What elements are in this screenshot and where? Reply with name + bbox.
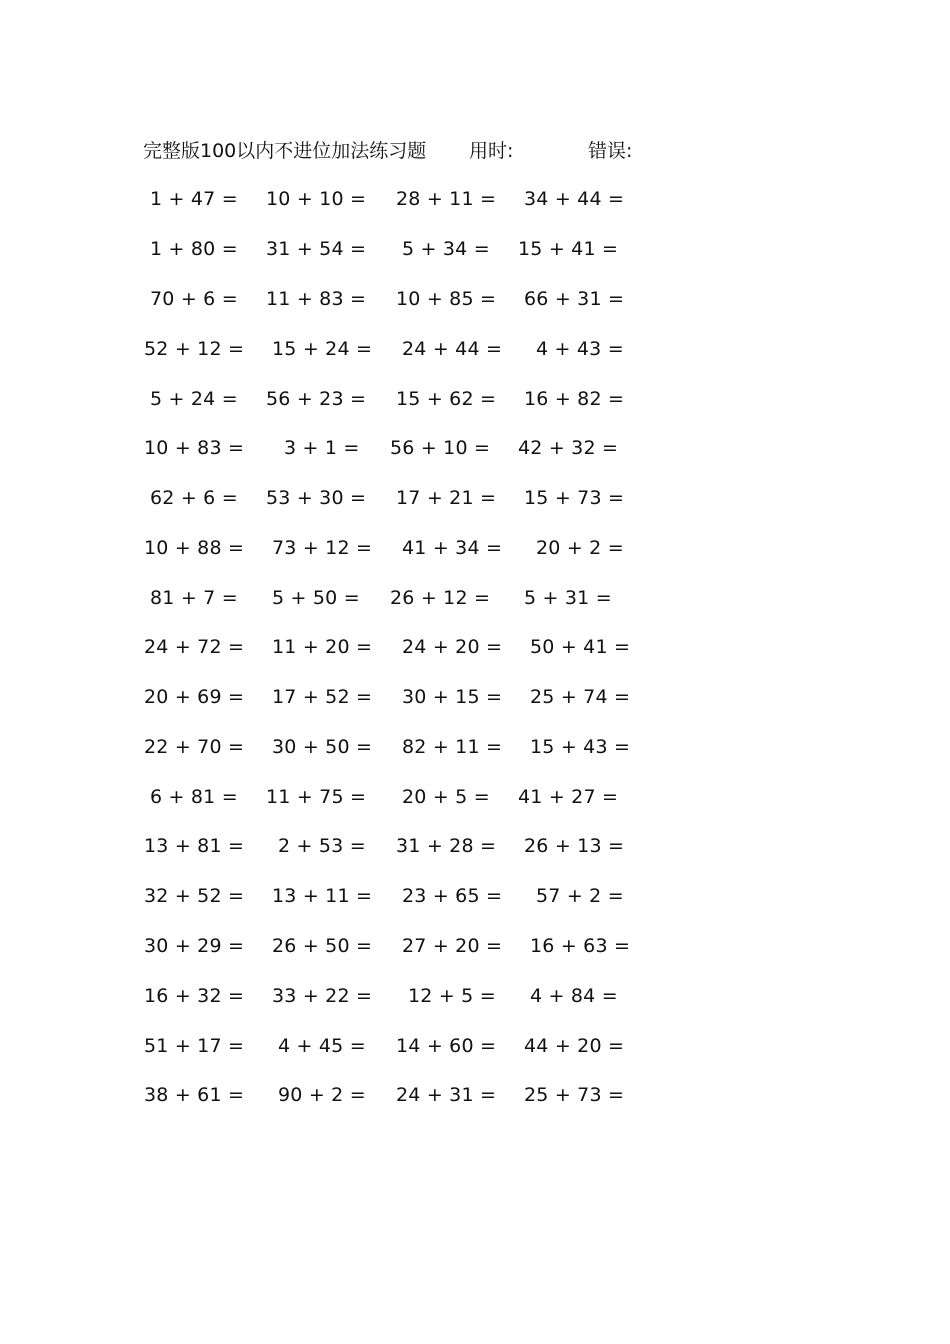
problem-row [0,831,950,861]
addition-problem: 32 + 52 = [144,885,245,907]
addition-problem: 57 + 2 = [536,885,624,907]
addition-problem: 50 + 41 = [530,636,631,658]
addition-problem: 6 + 81 = [150,786,238,808]
problem-row [0,334,950,364]
problem-row [0,931,950,961]
addition-problem: 5 + 24 = [150,388,238,410]
addition-problem: 24 + 44 = [402,338,503,360]
addition-problem: 31 + 28 = [396,835,497,857]
addition-problem: 56 + 23 = [266,388,367,410]
addition-problem: 20 + 5 = [402,786,490,808]
addition-problem: 20 + 69 = [144,686,245,708]
problem-row [0,284,950,314]
problem-row [0,583,950,613]
addition-problem: 16 + 63 = [530,935,631,957]
addition-problem: 15 + 62 = [396,388,497,410]
addition-problem: 4 + 43 = [536,338,624,360]
addition-problem: 11 + 75 = [266,786,367,808]
addition-problem: 30 + 15 = [402,686,503,708]
addition-problem: 56 + 10 = [390,437,491,459]
addition-problem: 70 + 6 = [150,288,238,310]
problem-row [0,384,950,414]
addition-problem: 15 + 41 = [518,238,619,260]
addition-problem: 10 + 83 = [144,437,245,459]
addition-problem: 12 + 5 = [408,985,496,1007]
problem-row [0,632,950,662]
problem-row [0,1031,950,1061]
addition-problem: 15 + 73 = [524,487,625,509]
addition-problem: 31 + 54 = [266,238,367,260]
addition-problem: 14 + 60 = [396,1035,497,1057]
addition-problem: 3 + 1 = [284,437,360,459]
addition-problem: 10 + 88 = [144,537,245,559]
addition-problem: 1 + 47 = [150,188,238,210]
addition-problem: 82 + 11 = [402,736,503,758]
errors-label: 错误: [588,140,633,162]
addition-problem: 11 + 83 = [266,288,367,310]
addition-problem: 22 + 70 = [144,736,245,758]
problem-row [0,782,950,812]
addition-problem: 26 + 12 = [390,587,491,609]
addition-problem: 16 + 82 = [524,388,625,410]
addition-problem: 10 + 85 = [396,288,497,310]
addition-problem: 13 + 11 = [272,885,373,907]
addition-problem: 30 + 50 = [272,736,373,758]
problem-row [0,483,950,513]
addition-problem: 73 + 12 = [272,537,373,559]
addition-problem: 15 + 24 = [272,338,373,360]
time-used-label: 用时: [469,140,514,162]
problem-row [0,184,950,214]
problem-row [0,881,950,911]
addition-problem: 2 + 53 = [278,835,366,857]
problem-row [0,1080,950,1110]
addition-problem: 16 + 32 = [144,985,245,1007]
addition-problem: 4 + 45 = [278,1035,366,1057]
addition-problem: 52 + 12 = [144,338,245,360]
problem-row [0,234,950,264]
addition-problem: 33 + 22 = [272,985,373,1007]
problem-row [0,732,950,762]
addition-problem: 62 + 6 = [150,487,238,509]
addition-problem: 5 + 34 = [402,238,490,260]
addition-problem: 23 + 65 = [402,885,503,907]
addition-problem: 34 + 44 = [524,188,625,210]
problem-row [0,682,950,712]
addition-problem: 81 + 7 = [150,587,238,609]
problem-row [0,981,950,1011]
addition-problem: 24 + 72 = [144,636,245,658]
addition-problem: 5 + 31 = [524,587,612,609]
addition-problem: 38 + 61 = [144,1084,245,1106]
problem-row [0,533,950,563]
addition-problem: 30 + 29 = [144,935,245,957]
addition-problem: 26 + 50 = [272,935,373,957]
addition-problem: 42 + 32 = [518,437,619,459]
addition-problem: 53 + 30 = [266,487,367,509]
addition-problem: 20 + 2 = [536,537,624,559]
addition-problem: 24 + 31 = [396,1084,497,1106]
addition-problem: 26 + 13 = [524,835,625,857]
addition-problem: 1 + 80 = [150,238,238,260]
addition-problem: 44 + 20 = [524,1035,625,1057]
addition-problem: 5 + 50 = [272,587,360,609]
addition-problem: 25 + 73 = [524,1084,625,1106]
addition-problem: 51 + 17 = [144,1035,245,1057]
addition-problem: 11 + 20 = [272,636,373,658]
worksheet-title: 完整版100以内不进位加法练习题 [143,140,427,162]
addition-problem: 25 + 74 = [530,686,631,708]
addition-problem: 4 + 84 = [530,985,618,1007]
addition-problem: 24 + 20 = [402,636,503,658]
addition-problem: 10 + 10 = [266,188,367,210]
problem-row [0,433,950,463]
addition-problem: 90 + 2 = [278,1084,366,1106]
addition-problem: 41 + 34 = [402,537,503,559]
addition-problem: 17 + 21 = [396,487,497,509]
addition-problem: 17 + 52 = [272,686,373,708]
addition-problem: 28 + 11 = [396,188,497,210]
addition-problem: 13 + 81 = [144,835,245,857]
addition-problem: 15 + 43 = [530,736,631,758]
addition-problem: 41 + 27 = [518,786,619,808]
addition-problem: 27 + 20 = [402,935,503,957]
addition-problem: 66 + 31 = [524,288,625,310]
